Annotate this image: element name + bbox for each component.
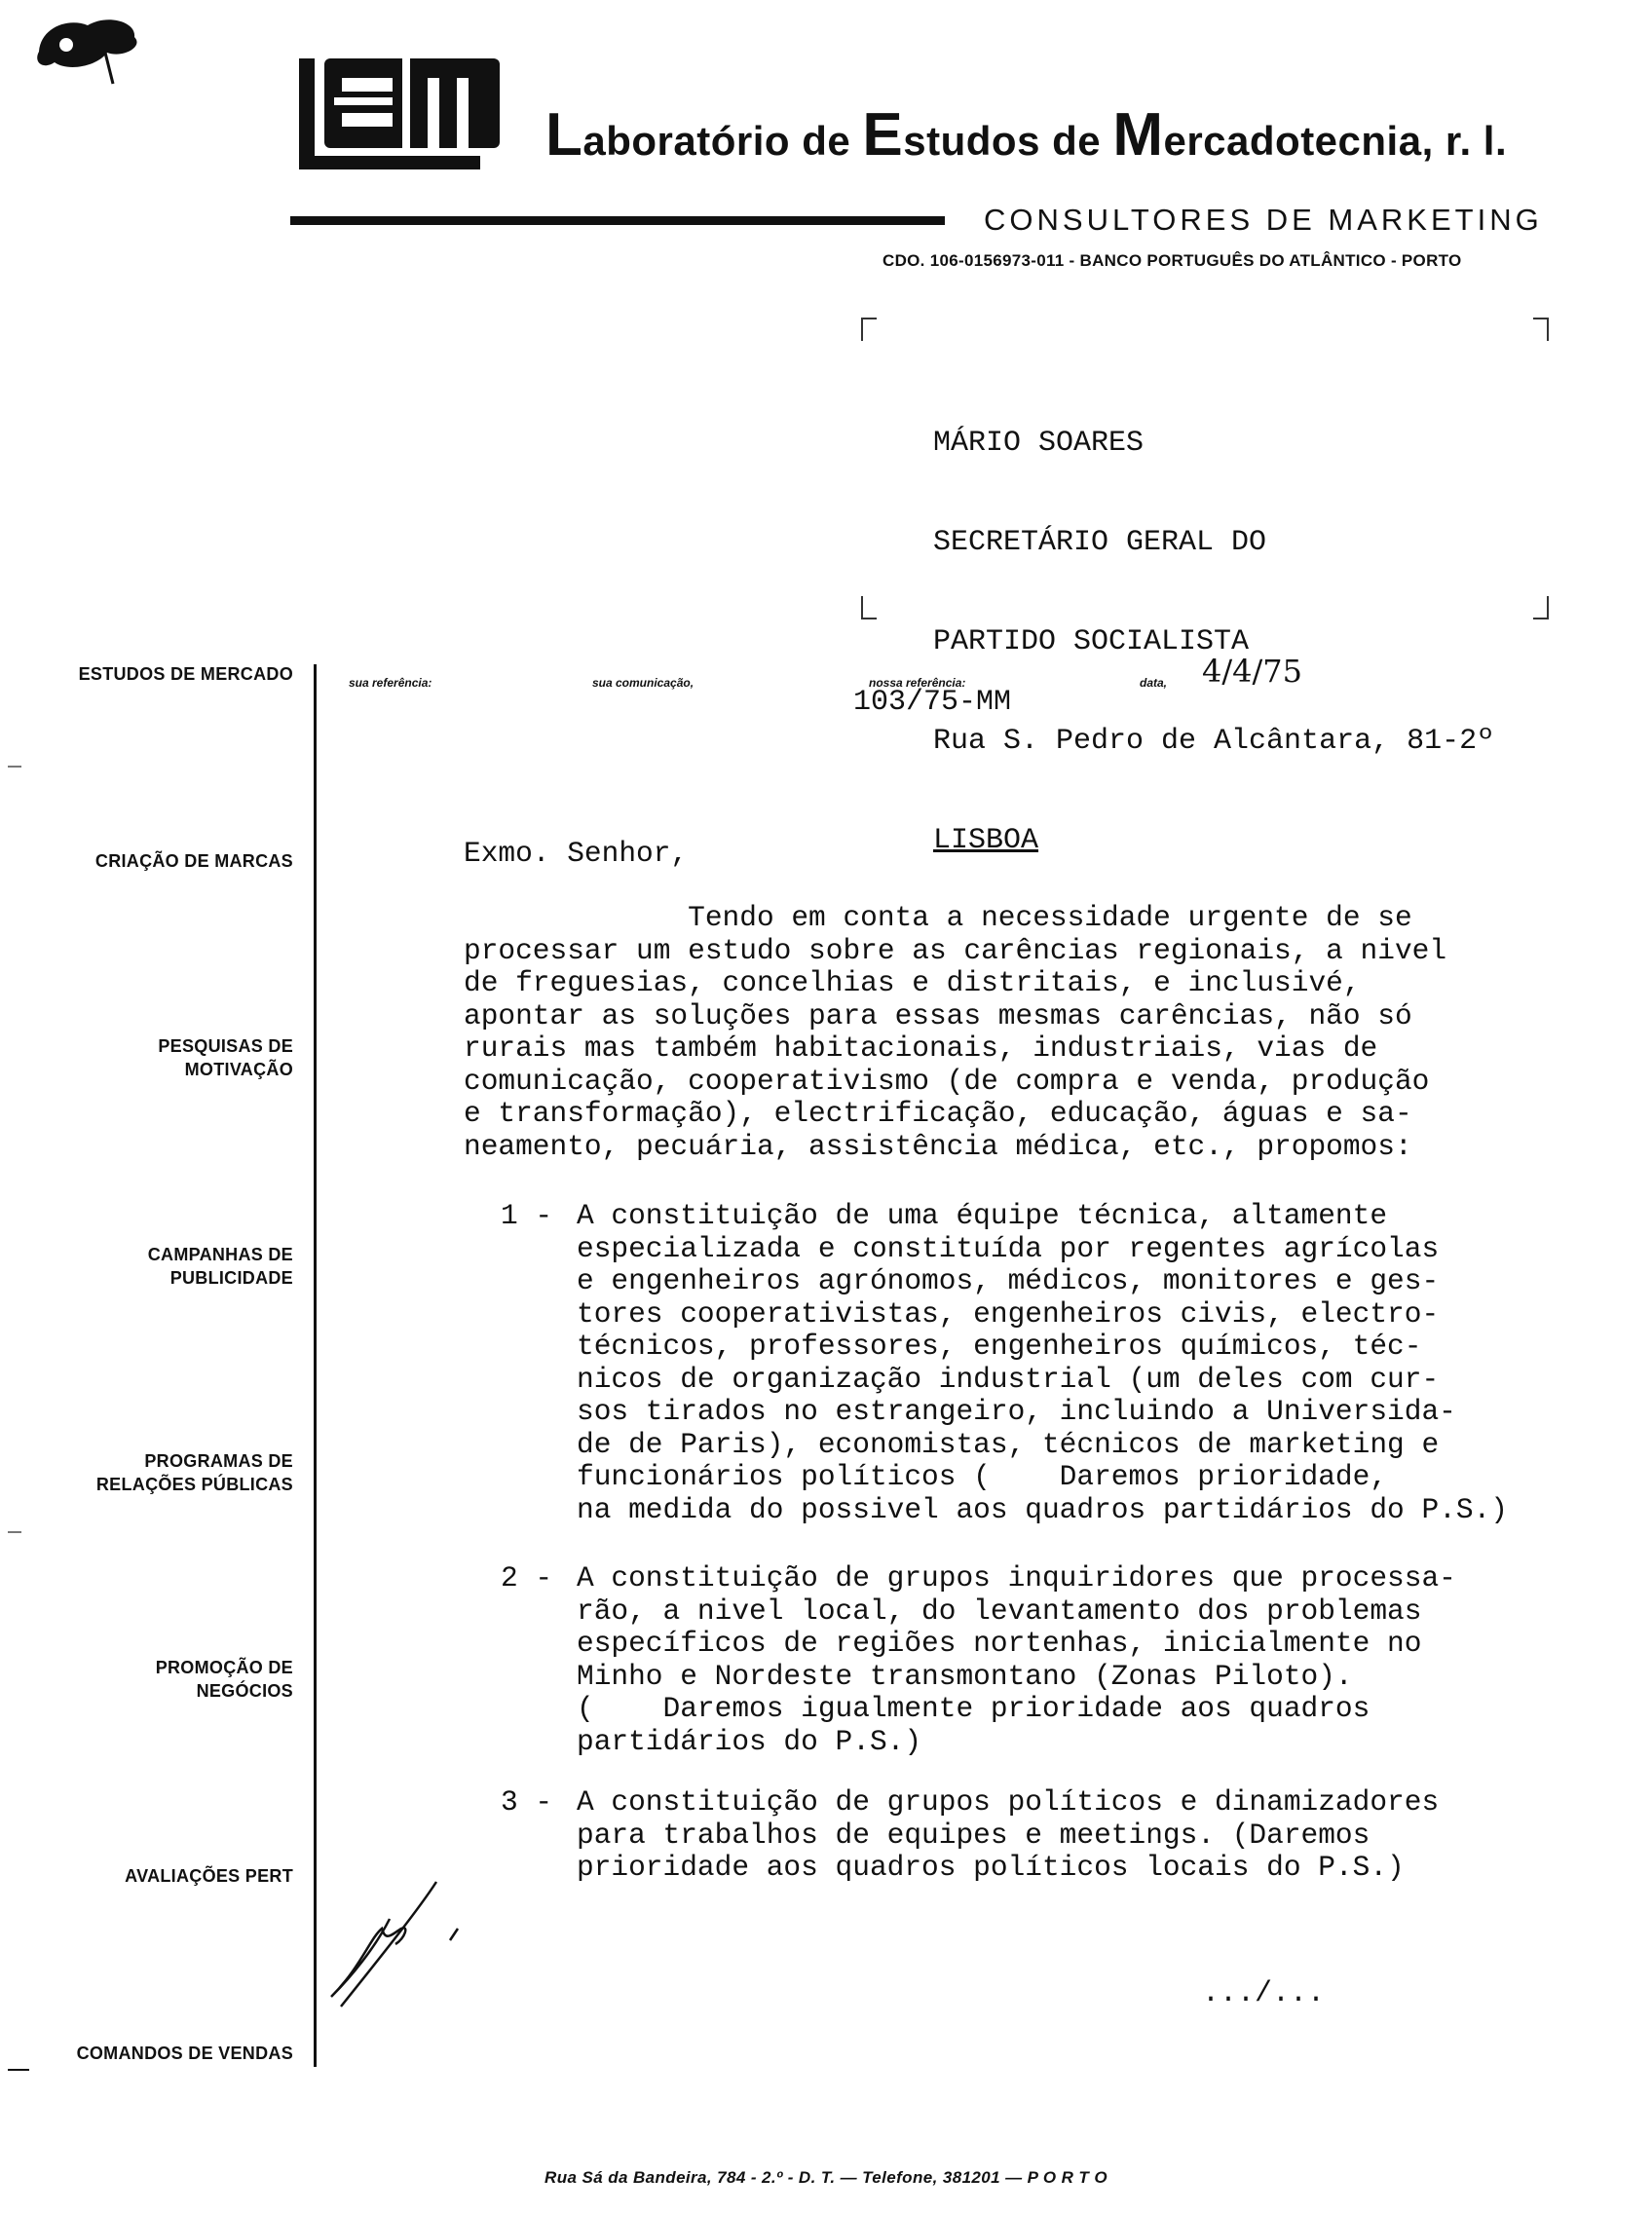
- recipient-line: MÁRIO SOARES: [933, 427, 1145, 460]
- company-name: [545, 101, 1508, 169]
- address-window-corner-top-right: [1533, 318, 1549, 341]
- service-avaliacoes-pert: AVALIAÇÕES PERT: [125, 1866, 293, 1886]
- service-comandos-de-vendas: COMANDOS DE VENDAS: [76, 2044, 293, 2063]
- company-initial-e: E: [862, 101, 904, 169]
- bank-account-line: CDO. 106-0156973-011 - BANCO PORTUGUÊS DO ATLÂNTICO - PORTO: [882, 251, 1462, 270]
- footer-address: Rua Sá da Bandeira, 784 - 2.º - D. T. — Telefone, 381201 — P O R T O: [544, 2168, 1108, 2187]
- service-pesquisas-de-motivacao: PESQUISAS DE MOTIVAÇÃO: [158, 1036, 293, 1079]
- service-promocao-de-negocios: PROMOÇÃO DE NEGÓCIOS: [155, 1658, 293, 1701]
- letterhead-rule: [290, 216, 945, 225]
- company-subtitle: CONSULTORES DE MARKETING: [984, 203, 1543, 237]
- service-criacao-de-marcas: CRIAÇÃO DE MARCAS: [94, 851, 293, 871]
- company-initial-m: M: [1112, 101, 1164, 169]
- letter-date: 4/4/75: [1202, 653, 1302, 690]
- item-number: 2 -: [501, 1561, 553, 1594]
- recipient-line: SECRETÁRIO GERAL DO: [933, 526, 1267, 559]
- nossa-referencia-value: 103/75-MM: [853, 686, 1012, 719]
- recipient-line: Rua S. Pedro de Alcântara, 81-2º: [933, 725, 1495, 758]
- item-text: A constituição de grupos políticos e dinamizadores para trabalhos de equipes e meetings. (Daremos prioridade aos quadros políticos locais do P.S.): [577, 1785, 1440, 1884]
- handwritten-initials: [321, 1870, 468, 2016]
- recipient-line: PARTIDO SOCIALISTA: [933, 625, 1250, 658]
- service-estudos-de-mercado: ESTUDOS DE MERCADO: [78, 664, 293, 684]
- salutation: Exmo. Senhor,: [464, 837, 689, 870]
- sua-comunicacao-label: sua comunicação,: [592, 676, 695, 690]
- service-campanhas-de-publicidade: CAMPANHAS DE PUBLICIDADE: [147, 1245, 293, 1288]
- item-text: A constituição de grupos inquiridores que processa- rão, a nivel local, do levantamento dos problemas específicos de regiões nortenhas, inicialmente no Minho e Nordeste transmontano (Zonas Piloto). ( Daremos igualmente prioridade aos quadros partidários do P.S.): [577, 1561, 1456, 1758]
- archive-stamp-mark: [29, 8, 146, 86]
- margin-tick: [8, 2069, 29, 2071]
- sua-referencia-label: sua referência:: [349, 676, 432, 690]
- data-label: data,: [1140, 676, 1168, 690]
- address-window-corner-top-left: [861, 318, 877, 341]
- company-name-part-3: ercadotecnia, r. l.: [1163, 118, 1508, 164]
- company-name-part-2: studos de: [903, 118, 1113, 164]
- nossa-referencia-label: nossa referência:: [869, 676, 966, 690]
- item-number: 3 -: [501, 1785, 553, 1819]
- intro-paragraph: Tendo em conta a necessidade urgente de se processar um estudo sobre as carências regionais, a nivel de freguesias, concelhias e distritais, e inclusivé, apontar as soluções para essas mesmas carências, não só rurais mas também habitacionais, industriais, vias de comunicação, cooperativismo (de compra e venda, produção e transformação), electrificação, educação, águas e sa- neamento, pecuária, assistência médica, etc., propomos:: [464, 901, 1447, 1163]
- company-initial-l: L: [545, 101, 583, 169]
- continuation-mark: .../...: [1202, 1977, 1326, 2010]
- margin-tick: [8, 1531, 21, 1533]
- left-column-rule: [314, 664, 317, 2067]
- address-window-corner-bottom-right: [1533, 596, 1549, 619]
- margin-tick: [8, 766, 21, 768]
- company-name-part-1: aboratório de: [582, 118, 863, 164]
- recipient-city: LISBOA: [933, 824, 1039, 857]
- item-number: 1 -: [501, 1199, 553, 1232]
- address-window-corner-bottom-left: [861, 596, 877, 619]
- recipient-address: [933, 360, 1494, 890]
- service-programas-de-relacoes-publicas: PROGRAMAS DE RELAÇÕES PÚBLICAS: [95, 1451, 293, 1494]
- item-text: A constituição de uma équipe técnica, altamente especializada e constituída por regentes agrícolas e engenheiros agrónomos, médicos, monitores e ges- tores cooperativistas, engenheiros civis, electro- técnicos, professores, engenheiros químicos, téc- nicos de organização industrial (um deles com cur- sos tirados no estrangeiro, incluindo a Universida- de de Paris), economistas, técnicos de marketing e funcionários políticos ( Daremos prioridade, na medida do possivel aos quadros partidários do P.S.): [577, 1199, 1508, 1526]
- lem-logo: [295, 55, 504, 173]
